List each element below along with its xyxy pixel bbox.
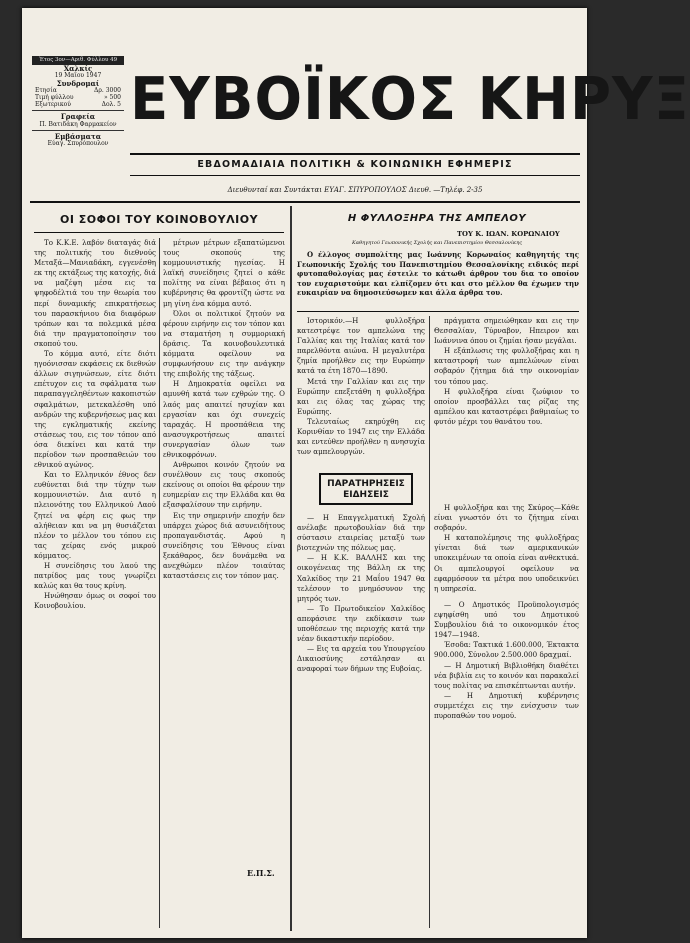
right-article-col1: Ιστορικόν.—Η φυλλοξήρα κατεστρέψε τον αμπελώνα της Γαλλίας και της Ιταλίας κατά τον παρελθόντα αιώνα. Η μεγαλυτέρα ζημία προήλθεν εις την Ευρώπην κατά τα έτη 1870—1890. Μετά την Γαλλίαν και εις την Ευρώπην επεξετάθη η φυλλοξήρα και εις όλας τας χώρας της Ευρώπης. Τελευταίως εκηρύχθη εις Κορινθίαν το 1947 εις την Ελλάδα και εντεύθεν προήλθεν η ανησυχία των αμπελουργών. bbox=[297, 316, 425, 457]
masthead-title: ΕΥΒΟΪΚΟΣ ΚΗΡΥΞ bbox=[130, 65, 690, 134]
column-divider bbox=[159, 238, 160, 928]
column-divider bbox=[429, 316, 430, 928]
subscriptions-label: Συνδρομαί bbox=[56, 78, 100, 88]
director-line: Διευθυνταί και Συντάκται ΕΥΑΓ. ΣΠΥΡΟΠΟΥΛΟΣ Διευθ. —Τηλέφ. 2-35 bbox=[227, 186, 483, 194]
right-article-lead: Ο έλλογος συμπολίτης μας Ιωάννης Κορωναίος καθηγητής της Γεωπονικής Σχολής του Πανεπιστημίου Θεσσαλονίκης ειδικός περί φυτοπαθολογίας μας έστειλε το κάτωθι άρθρον του δια το οποίον τον ευχαριστούμε και ελπίζομεν ότι και στο μέλλον θα έχωμεν την ευκαιρίαν να δημοσιεύσωμεν και άλλα άρθρα του. bbox=[297, 250, 579, 297]
section-divider bbox=[290, 206, 292, 931]
issue-info-box bbox=[32, 56, 124, 147]
byline: ΤΟΥ Κ. ΙΩΑΝ. ΚΟΡΩΝΑΙΟΥ bbox=[457, 230, 560, 238]
right-article-col2: πράγματα σημειώθηκαν και εις την Θεσσαλίαν, Τύρναβον, Ηπειρον και Ιωάννινα όπου οι ζημίαι ήσαν μεγάλαι. Η εξάπλωσις της φυλλοξήρας και η καταστροφή των αμπελώνων είναι σοβαρόν ζήτημα διά την οικονομίαν του τόπου μας. Η φυλλοξήρα είναι ζωύφιον το οποίον προσβάλλει τας ρίζας της αμπέλου και καταστρέφει βαθμιαίως το φυτόν μέχρι του θανάτου του. bbox=[434, 316, 579, 426]
subscription-row: Τιμή φύλλου » 500 bbox=[35, 94, 121, 102]
right-article-col3: Η φυλλοξήρα και της Σκύρος—Κάθε είναι γνωστόν ότι το ζήτημα είναι σοβαρόν. Η καταπολέμησις της φυλλοξήρας γίνεται διά των αμερικανικών υποκειμένων τα οποία είναι ανθεκτικά. Οι αμπελουργοί οφείλουν να εφαρμόσουν τα μέτρα που υποδεικνύει η υπηρεσία. bbox=[434, 503, 579, 593]
subscription-row: Εξωτερικού Δολ. 5 bbox=[35, 101, 121, 109]
remittance-label: Εμβάσματα bbox=[54, 131, 102, 141]
left-article-col2: μέτρων μέτρων εξαπατώμενοι τους σκοπούς της κομμουνιστικής ηγεσίας. Η λαϊκή συνείδησις ζητεί ο κάθε πολίτης να είναι βέβαιος ότι η κυβέρνησις θα φροντίζη ώστε να μη γίνη ένα κόμμα αυτό. Όλοι οι πολιτικοί ζητούν να φέρουν ειρήνην εις τον τόπον και να σταματήση η συμμοριακή δράσις. Τα κοινοβουλευτικά κόμματα οφείλουν να συμφωνήσουν εις την ανάγκην της επιβολής της τάξεως. Η Δημοκρατία οφείλει να αμυνθή κατά των εχθρών της. Ο λαός μας απαιτεί ησυχίαν και εργασίαν και όχι συνεχείς ταραχάς. Η προσπάθεια της ανασυγκροτήσεως απαιτεί συνεργασίαν όλων των εθνικοφρόνων. Ανθρωποι κοινόν ζητούν να συνέλθουν εις τους σκοπούς εκείνους οι οποίοι θα φέρουν την ευημερίαν εις την Ελλάδα και θα εξασφαλίσουν την ειρήνην. Εις την σημερινήν εποχήν δεν υπάρχει χώρος διά ασυνειδήτους προπαγανδιστάς. Αφού η συνείδησις του Έθνους είναι ξεκάθαρος, δεν δυνάμεθα να ανεχθώμεν πλέον τοιαύτας καταστάσεις εις τον τόπον μας. bbox=[163, 238, 285, 581]
masthead-subtitle: ΕΒΔΟΜΑΔΙΑΙΑ ΠΟΛΙΤΙΚΗ & ΚΟΙΝΩΝΙΚΗ ΕΦΗΜΕΡΙΣ bbox=[130, 153, 580, 176]
lead-rule bbox=[297, 311, 579, 312]
byline-subtitle: Καθηγητού Γεωπονικής Σχολής και Πανεπιστημίου Θεσσαλονίκης bbox=[352, 240, 522, 246]
newspaper-page bbox=[22, 8, 690, 938]
left-headline: ΟΙ ΣΟΦΟΙ ΤΟΥ ΚΟΙΝΟΒΟΥΛΙΟΥ bbox=[59, 213, 259, 226]
issue-date: 19 Μαΐου 1947 bbox=[54, 72, 102, 80]
remittance-address: Εύαγ. Σπυρόπουλον bbox=[47, 140, 109, 148]
office-label: Γραφεία bbox=[60, 112, 96, 122]
notes-column: — Η Επαγγελματική Σχολή ανέλαβε πρωτοβουλίαν διά την σύστασιν εταιρείας μεταξύ των βιοτεχνών της πόλεως μας. — Η Κ.Κ. ΒΑΛΛΗΣ και της οικογένειας της Βάλλη εκ της Χαλκίδος την 21 Μαΐου 1947 θα τελέσουν το μνημόσυνον της μητρός των. — Το Πρωτοδικείον Χαλκίδος απεφάσισε την εκδίκασιν των υποθέσεων της περιοχής κατά την νέαν δικαστικήν περίοδον. — Εις τα αρχεία του Υπουργείου Δικαιοσύνης εστάλησαν αι αναφοραί των δήμων της Ευβοίας. bbox=[297, 513, 425, 674]
right-headline: Η ΦΥΛΛΟΞΗΡΑ ΤΗΣ ΑΜΠΕΛΟΥ bbox=[347, 213, 527, 224]
issue-number: Έτος 3ον—Αριθ. Φύλλου 49 bbox=[32, 56, 124, 65]
office-address: Π. Βατιδάκη Φαρμακείον bbox=[39, 120, 117, 128]
left-article-signature: Ε.Π.Σ. bbox=[247, 868, 275, 878]
issue-city: Χαλκίς bbox=[63, 64, 93, 74]
header-rule bbox=[30, 201, 580, 203]
notes-column-right: — Ο Δημοτικός Προϋπολογισμός εψηφίσθη υπό του Δημοτικού Συμβουλίου διά το οικονομικόν έτος 1947—1948. Έσοδα: Τακτικά 1.600.000, Έκτακτα 900.000, Σύνολον 2.500.000 δραχμαί. — Η Δημοτική Βιβλιοθήκη διαθέτει νέα βιβλία εις το κοινόν και παρακαλεί τους πολίτας να επισκέπτωνται αυτήν. — Η Δημοτική κυβέρνησις συμμετέχει εις την ενίσχυσιν των πυροπαθών του νομού. bbox=[434, 600, 579, 721]
notes-box-heading: ΠΑΡΑΤΗΡΗΣΕΙΣ ΕΙΔΗΣΕΙΣ bbox=[319, 473, 413, 505]
left-headline-rule bbox=[34, 232, 284, 233]
left-article-col1: Το Κ.Κ.Ε. λαβόν διαταγάς διά της πολιτικής του διεθνούς Μεταξά—Μανιαδάκη, εγγενέσθη εκ της εκτάξεως της κατοχής, διά να μαζέψη μέσα εις τα ψηφοδέλτιά του την θεωρία του περί δυναμικής επικρατήσεως του παρασκήνιου δια διαφόρων τρόπων και τα πολεμικά μέσα διά την πραγματοποίησιν του σκοπού του. Το κόμμα αυτό, είτε διότι ηγοόνισσαν εκφάσεις εκ διεθνών άλλων σιγηνώσεων, είτε διότι επέτυχον εις τα σφάλματα των παραπαγγεληθέντων κακοπιστών σφαλμάτων, μετεκαλέσθη υπό ανδρών της κυβερνήσεως μας και της εγκληματικής εκείνης στάσεως του, εις τον τόπον από όσα διεκίνει και κατά την περίοδον των προσπαθειών του εθνικού αγώνος. Και το Ελληνικόν έθνος δεν ευθύνεται διά την τύχην των κομμουνιστών. Δια αυτό η πλειονότης του Ελληνικού Λαού ζητεί να φέρη εις φως την αλήθειαν και να μη θυσιάζεται πλέον το μέλλον του τόπου εις τας χείρας ενός μικρού κόμματος. Η συνείδησις του λαού της πατρίδος μας τους γνωρίζει καλώς και θα τους κρίνη. Ηνώθησαν όμως οι σοφοί του Κοινοβουλίου. bbox=[34, 238, 156, 611]
subscription-row: Ετησία Δρ. 3000 bbox=[35, 86, 121, 94]
